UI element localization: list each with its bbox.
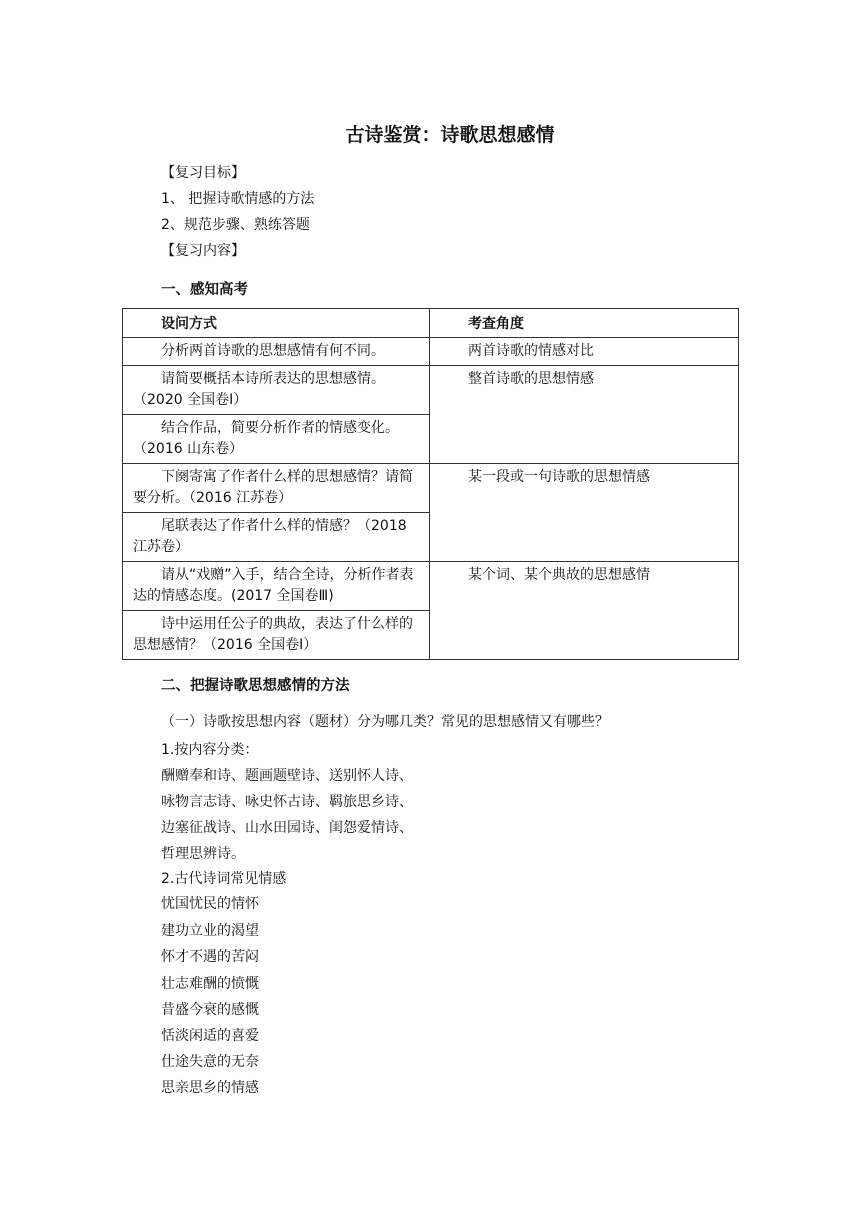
question-cell: 分析两首诗歌的思想感情有何不同。 bbox=[123, 338, 430, 366]
classify-line: 边塞征战诗、山水田园诗、闺怨爱情诗、 bbox=[161, 820, 413, 836]
angle-cell: 某个词、某个典故的思想感情 bbox=[430, 562, 739, 660]
classify-line: 哲理思辨诗。 bbox=[161, 846, 245, 862]
emotion-item: 恬淡闲适的喜爱 bbox=[161, 1028, 259, 1044]
question-cell: 请简要概括本诗所表达的思想感情。（2020 全国卷Ⅰ） bbox=[123, 366, 430, 415]
angle-cell: 两首诗歌的情感对比 bbox=[430, 338, 739, 366]
question-cell: 尾联表达了作者什么样的情感？（2018 江苏卷） bbox=[123, 513, 430, 562]
table-header-row bbox=[123, 309, 739, 338]
angle-cell: 某一段或一句诗歌的思想情感 bbox=[430, 464, 739, 562]
emotion-item: 仕途失意的无奈 bbox=[161, 1054, 259, 1070]
goal-item: 1、 把握诗歌情感的方法 bbox=[161, 191, 315, 207]
question-cell: 请从“戏赠”入手，结合全诗，分析作者表达的情感态度。(2017 全国卷Ⅲ) bbox=[123, 562, 430, 611]
review-goal-heading: 【复习目标】 bbox=[161, 165, 245, 181]
question-cell: 诗中运用任公子的典故，表达了什么样的思想感情？（2016 全国卷Ⅰ） bbox=[123, 611, 430, 660]
subsection-heading: （一）诗歌按思想内容（题材）分为哪几类？常见的思想感情又有哪些？ bbox=[161, 714, 609, 730]
classify-line: 酬赠奉和诗、题画题壁诗、送别怀人诗、 bbox=[161, 768, 413, 784]
exam-question-table bbox=[122, 308, 739, 660]
table-row bbox=[123, 338, 739, 366]
classify-line: 咏物言志诗、咏史怀古诗、羁旅思乡诗、 bbox=[161, 794, 413, 810]
section-heading-perceive: 一、感知高考 bbox=[161, 282, 248, 298]
emotion-item: 思亲思乡的情感 bbox=[161, 1080, 259, 1096]
emotion-item: 怀才不遇的苦闷 bbox=[161, 949, 259, 965]
table-row bbox=[123, 464, 739, 513]
table-row bbox=[123, 562, 739, 611]
emotion-item: 昔盛今衰的感慨 bbox=[161, 1002, 259, 1018]
classify-heading: 1.按内容分类： bbox=[161, 742, 259, 758]
emotion-item: 建功立业的渴望 bbox=[161, 923, 259, 939]
column-header: 考查角度 bbox=[430, 309, 739, 338]
question-cell: 下阕寄寓了作者什么样的思想感情？请简要分析。（2016 江苏卷） bbox=[123, 464, 430, 513]
question-cell: 结合作品，简要分析作者的情感变化。（2016 山东卷） bbox=[123, 415, 430, 464]
page-title: 古诗鉴赏：诗歌思想感情 bbox=[345, 124, 555, 146]
emotion-item: 壮志难酬的愤慨 bbox=[161, 976, 259, 992]
emotions-heading: 2.古代诗词常见情感 bbox=[161, 871, 287, 887]
review-content-heading: 【复习内容】 bbox=[161, 243, 245, 259]
goal-item: 2、规范步骤、熟练答题 bbox=[161, 217, 310, 233]
table-row bbox=[123, 366, 739, 415]
emotion-item: 忧国忧民的情怀 bbox=[161, 896, 259, 912]
section-heading-method: 二、把握诗歌思想感情的方法 bbox=[161, 678, 350, 694]
column-header: 设问方式 bbox=[123, 309, 430, 338]
angle-cell: 整首诗歌的思想情感 bbox=[430, 366, 739, 464]
